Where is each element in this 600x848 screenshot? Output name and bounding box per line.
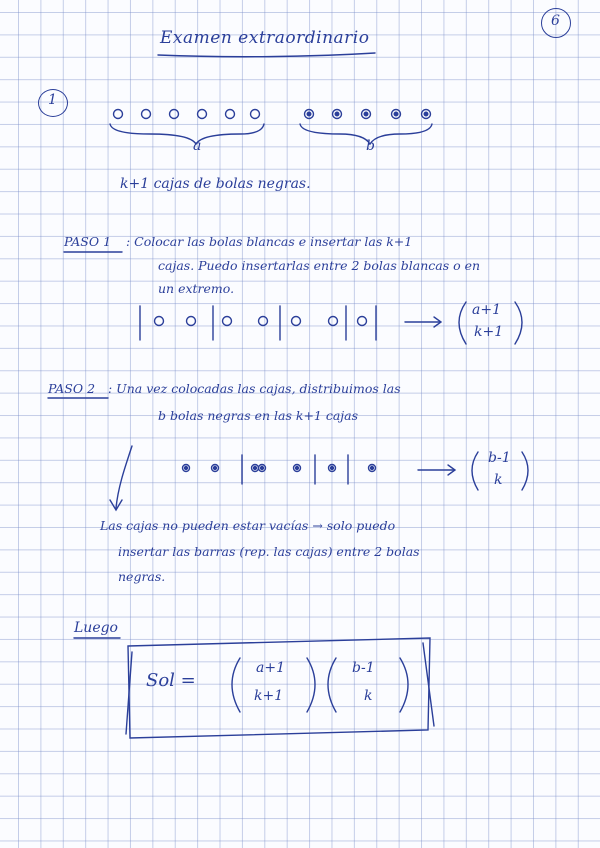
paso1-line-2: cajas. Puedo insertarlas entre 2 bolas blancas o en xyxy=(158,258,481,273)
luego-label: Luego xyxy=(74,620,118,636)
brace-a xyxy=(110,124,264,144)
result-binom1-top: a+1 xyxy=(256,660,285,676)
result-binom2-top: b-1 xyxy=(352,660,375,676)
paso2-note-line-3: negras. xyxy=(118,569,166,584)
page-title: Examen extraordinario xyxy=(160,28,370,48)
paso2-note-line-1: Las cajas no pueden estar vacías → solo puedo xyxy=(100,518,396,533)
balls-text: k+1 cajas de bolas negras. xyxy=(120,176,311,192)
label-a: a xyxy=(193,138,202,154)
paso2-line-2: b bolas negras en las k+1 cajas xyxy=(158,408,359,423)
paso1-diagram xyxy=(140,302,522,344)
paso1-binom-top: a+1 xyxy=(472,302,501,318)
paso2-binom-top: b-1 xyxy=(488,450,511,466)
title-underline xyxy=(158,53,375,57)
label-b: b xyxy=(366,138,375,154)
result-lhs: Sol = xyxy=(146,670,196,691)
problem-number: 1 xyxy=(48,92,57,108)
paso1-line-1: : Colocar las bolas blancas e insertar las k+1 xyxy=(126,234,413,249)
paso2-note-line-2: insertar las barras (rep. las cajas) entre 2 bolas xyxy=(118,544,420,559)
black-balls-row xyxy=(305,110,431,119)
paso2-diagram xyxy=(183,452,529,490)
paso1-label: PASO 1 xyxy=(64,234,112,249)
pointer-arrow xyxy=(116,446,132,508)
result-binom2-bottom: k xyxy=(364,688,373,704)
paso2-binom-bottom: k xyxy=(494,472,503,488)
white-balls-row xyxy=(114,110,260,119)
paso2-line-1: : Una vez colocadas las cajas, distribuimos las xyxy=(108,381,401,396)
result-binom1-bottom: k+1 xyxy=(254,688,284,704)
paso1-binom-bottom: k+1 xyxy=(474,324,504,340)
paso1-line-3: un extremo. xyxy=(158,281,235,296)
page-number: 6 xyxy=(551,13,560,29)
paso2-label: PASO 2 xyxy=(48,381,96,396)
